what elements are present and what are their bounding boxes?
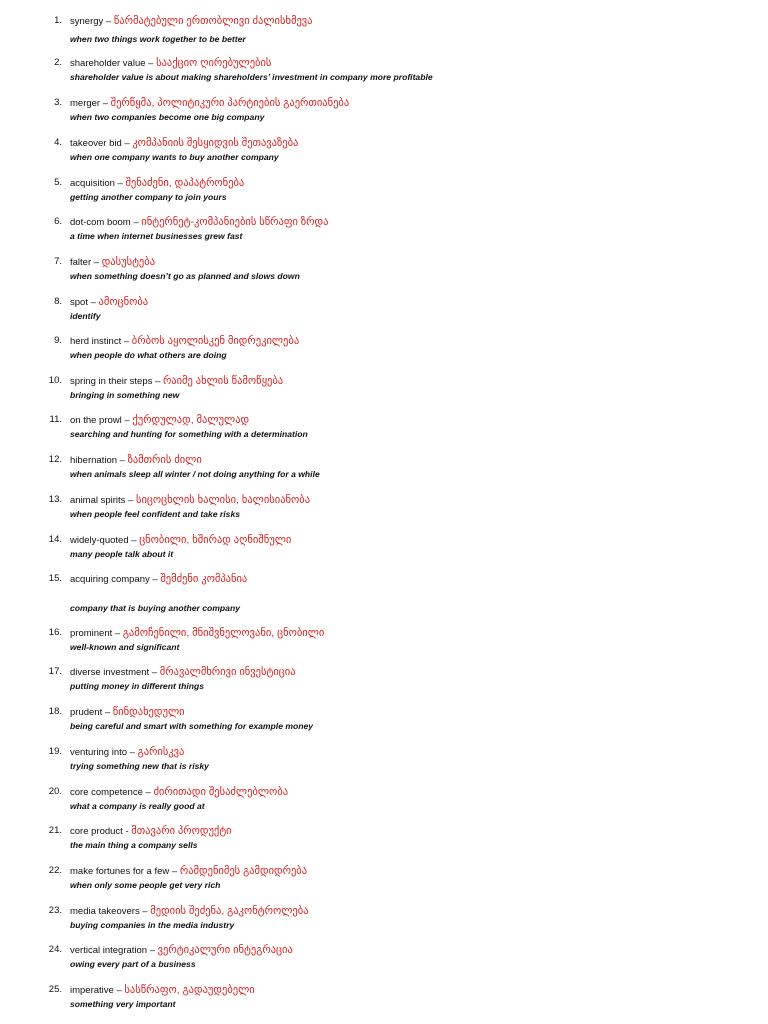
entry-number: 18. [48, 706, 62, 717]
english-term: hibernation [70, 455, 118, 466]
georgian-translation: შემძენი კომპანია [160, 573, 248, 585]
english-term: acquiring company [70, 574, 150, 585]
english-definition: something very important [70, 999, 176, 1009]
english-definition: when two companies become one big company [70, 112, 265, 122]
term-separator: – [103, 16, 114, 27]
georgian-translation: ინტერნეტ-კომპანიების სწრაფი ზრდა [141, 216, 329, 228]
term-group [70, 176, 244, 191]
vocab-entry [0, 215, 760, 244]
english-term: media takeovers [70, 906, 140, 917]
vocab-entry [0, 334, 760, 363]
english-term: takeover bid [70, 138, 122, 149]
english-term: spring in their steps [70, 376, 153, 387]
term-group [70, 14, 313, 29]
vocab-entry [0, 413, 760, 442]
term-group [70, 785, 288, 800]
english-definition: when something doesn’t go as planned and slows down [70, 271, 300, 281]
english-term: widely-quoted [70, 535, 129, 546]
entry-number: 7. [54, 256, 62, 267]
georgian-translation: ვერტიკალური ინტეგრაცია [157, 944, 293, 956]
vocab-entry [0, 904, 760, 933]
vocab-entry [0, 295, 760, 324]
term-separator: – [139, 906, 151, 917]
term-separator: – [117, 455, 128, 466]
entry-number: 14. [48, 534, 62, 545]
term-group [70, 824, 232, 839]
vocab-entry [0, 943, 760, 972]
georgian-translation: ქურდულად, მალულად [132, 414, 250, 426]
georgian-translation: რაიმე ახლის წამოწყება [162, 375, 284, 387]
entry-number: 8. [54, 296, 62, 307]
georgian-translation: ძირითადი შესაძლებლობა [153, 786, 289, 798]
english-definition: many people talk about it [70, 549, 174, 559]
term-group [70, 295, 148, 310]
english-definition: identify [70, 311, 101, 321]
vocab-entry [0, 572, 760, 616]
vocab-entry [0, 983, 760, 1012]
term-separator: - [122, 826, 132, 837]
georgian-translation: წინდახედული [112, 706, 185, 718]
entry-number: 4. [54, 137, 62, 148]
english-definition: getting another company to join yours [70, 192, 227, 202]
term-separator: – [169, 866, 180, 877]
entry-number: 1. [54, 15, 62, 26]
english-definition: searching and hunting for something with a determination [70, 429, 308, 439]
term-separator: – [112, 628, 123, 639]
term-separator: – [91, 257, 102, 268]
term-separator: – [149, 667, 160, 678]
term-group [70, 56, 271, 71]
english-term: synergy [70, 16, 104, 27]
term-group [70, 255, 155, 270]
term-separator: – [145, 58, 157, 69]
english-term: imperative [70, 985, 114, 996]
english-term: shareholder value [70, 58, 146, 69]
english-definition: company that is buying another company [70, 603, 240, 613]
georgian-translation: სასწრაფო, გადაუდებელი [124, 984, 255, 996]
entry-number: 15. [48, 573, 62, 584]
georgian-translation: მრავალმხრივი ინვესტიცია [159, 666, 296, 678]
english-term: vertical integration [70, 945, 148, 956]
vocab-entry [0, 705, 760, 734]
term-group [70, 943, 293, 958]
english-definition: when animals sleep all winter / not doing anything for a while [70, 469, 320, 479]
entry-number: 9. [54, 335, 62, 346]
vocab-entry [0, 785, 760, 814]
term-separator: – [142, 787, 154, 798]
vocab-entry [0, 626, 760, 655]
vocab-entry [0, 864, 760, 893]
english-term: prudent [70, 707, 103, 718]
english-term: make fortunes for a few [70, 866, 170, 877]
vocab-entry [0, 533, 760, 562]
term-group [70, 136, 298, 151]
english-term: diverse investment [70, 667, 150, 678]
english-definition: a time when internet businesses grew fast [70, 231, 243, 241]
vocab-entry [0, 665, 760, 694]
georgian-translation: გარისკვა [137, 746, 185, 758]
entry-number: 25. [48, 984, 62, 995]
entry-number: 21. [48, 825, 62, 836]
georgian-translation: დასუსტება [101, 256, 156, 268]
georgian-translation: ცნობილი, ხშირად აღნიშნული [139, 534, 292, 546]
term-separator: – [100, 98, 111, 109]
term-group [70, 413, 249, 428]
english-definition: when two things work together to be better [70, 34, 246, 44]
term-group [70, 334, 299, 349]
georgian-translation: შენაძენი, დაპატრონება [125, 177, 245, 189]
georgian-translation: წარმატებული ერთობლივი ძალისხმევა [113, 15, 313, 27]
entry-number: 6. [54, 216, 62, 227]
georgian-translation: გამოჩენილი, მნიშვნელოვანი, ცნობილი [122, 627, 325, 639]
term-group [70, 493, 310, 508]
term-group [70, 665, 296, 680]
english-definition: shareholder value is about making shareholders’ investment in company more profitable [70, 72, 433, 82]
term-separator: – [121, 138, 133, 149]
entry-number: 3. [54, 97, 62, 108]
english-term: animal spirits [70, 495, 126, 506]
vocab-entry [0, 453, 760, 482]
term-group [70, 626, 324, 641]
term-group [70, 453, 202, 468]
english-term: dot-com boom [70, 217, 131, 228]
english-definition: when only some people get very rich [70, 880, 221, 890]
english-term: herd instinct [70, 336, 122, 347]
georgian-translation: რამდენიმეს გამდიდრება [179, 865, 308, 877]
term-separator: – [102, 707, 113, 718]
term-separator: – [152, 376, 163, 387]
term-separator: – [121, 415, 133, 426]
term-separator: – [87, 297, 99, 308]
georgian-translation: სააქციო ღირებულების [156, 57, 272, 69]
term-group [70, 904, 308, 919]
entry-number: 2. [54, 57, 62, 68]
english-definition: well-known and significant [70, 642, 180, 652]
term-separator: – [130, 217, 142, 228]
entry-number: 24. [48, 944, 62, 955]
english-definition: trying something new that is risky [70, 761, 209, 771]
entry-number: 12. [48, 454, 62, 465]
entry-number: 10. [48, 375, 62, 386]
english-definition: owing every part of a business [70, 959, 196, 969]
georgian-translation: ზამთრის ძილი [127, 454, 202, 466]
vocab-entry [0, 824, 760, 853]
georgian-translation: კომპანიის შესყიდვის შეთავაზება [132, 137, 299, 149]
term-group [70, 983, 255, 998]
english-term: spot [70, 297, 88, 308]
term-separator: – [128, 535, 140, 546]
english-definition: buying companies in the media industry [70, 920, 235, 930]
english-term: core product [70, 826, 123, 837]
vocab-entry [0, 176, 760, 205]
english-definition: what a company is really good at [70, 801, 205, 811]
english-term: on the prowl [70, 415, 122, 426]
english-term: merger [70, 98, 101, 109]
term-separator: – [149, 574, 161, 585]
entry-number: 13. [48, 494, 62, 505]
vocab-entry [0, 14, 760, 47]
georgian-translation: სიცოცხლის ხალისი, ხალისიანობა [136, 494, 311, 506]
term-separator: – [147, 945, 158, 956]
vocab-entry [0, 493, 760, 522]
georgian-translation: ბრბოს აყოლისკენ მიდრეკილება [131, 335, 300, 347]
term-separator: – [113, 985, 125, 996]
term-group [70, 215, 328, 230]
term-group [70, 864, 307, 879]
entry-number: 19. [48, 746, 62, 757]
entry-number: 17. [48, 666, 62, 677]
vocab-entry [0, 56, 760, 85]
english-term: prominent [70, 628, 113, 639]
term-group [70, 572, 247, 587]
english-definition: when people do what others are doing [70, 350, 227, 360]
vocab-entry [0, 255, 760, 284]
georgian-translation: მედიის შეძენა, გაკონტროლება [150, 905, 309, 917]
english-definition: putting money in different things [70, 681, 204, 691]
term-separator: – [127, 747, 138, 758]
term-group [70, 533, 291, 548]
entry-number: 22. [48, 865, 62, 876]
entry-number: 23. [48, 905, 62, 916]
english-definition: being careful and smart with something for example money [70, 721, 314, 731]
term-group [70, 745, 184, 760]
georgian-translation: ამოცნობა [98, 296, 149, 308]
english-definition: bringing in something new [70, 390, 180, 400]
term-group [70, 96, 349, 111]
georgian-translation: შერწყმა, პოლიტიკური პარტიების გაერთიანება [110, 97, 350, 109]
english-term: acquisition [70, 178, 115, 189]
english-term: falter [70, 257, 92, 268]
term-group [70, 374, 283, 389]
term-group [70, 705, 185, 720]
term-separator: – [125, 495, 136, 506]
english-definition: when one company wants to buy another company [70, 152, 279, 162]
english-definition: when people feel confident and take risks [70, 509, 241, 519]
vocab-entry [0, 96, 760, 125]
vocab-entry [0, 745, 760, 774]
entry-number: 11. [49, 414, 62, 425]
english-definition: the main thing a company sells [70, 840, 198, 850]
entry-number: 5. [54, 177, 62, 188]
english-term: venturing into [70, 747, 128, 758]
georgian-translation: მთავარი პროდუქტი [131, 825, 232, 837]
entry-number: 20. [48, 786, 62, 797]
english-term: core competence [70, 787, 143, 798]
term-separator: – [121, 336, 132, 347]
vocab-entry [0, 136, 760, 165]
term-separator: – [114, 178, 126, 189]
entry-number: 16. [48, 627, 62, 638]
vocab-entry [0, 374, 760, 403]
